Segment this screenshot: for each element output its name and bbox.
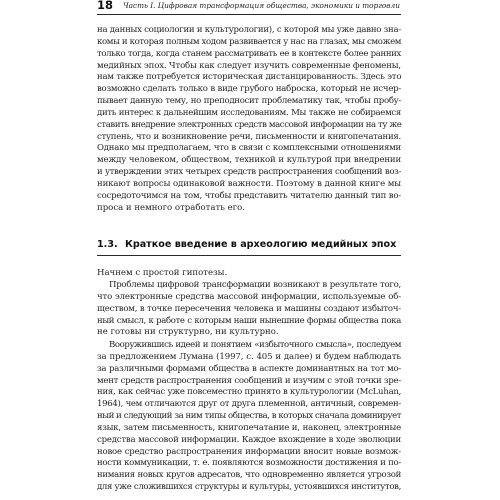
text-line: ставить внедрение электронных средств массовой информации на ту же [97,119,402,130]
running-title: Часть I. Цифровая трансформация общества, экономики и торговли [123,1,400,10]
paragraph-hypothesis [97,280,401,339]
text-line: средства массовой информации. Каждое вхождение в ходе эволюции [97,434,401,445]
text-line: сосредоточимся на том, чтобы представить читателю данный тип во- [97,190,401,201]
text-line: медийных эпох. Чтобы как следует изучить современные феномены, [97,60,401,71]
text-line: мент средств распространения сообщений и изучим с этой точки зре- [97,375,401,386]
text-line: Проблемы цифровой трансформации возникают в результате того, [109,280,401,290]
page-number: 18 [97,0,114,12]
text-line: для уже сложившихся структуры и культуры, устоявшихся институтов, [97,482,401,493]
text-line: ния, как сейчас уже повсеместно принято в культурологии (McLuhan, [97,387,402,398]
paragraph-hypothesis-intro [97,268,401,280]
text-line: Однако мы предполагаем, что в связи с комплексными отношениями [97,143,401,154]
text-line: ный смысл, к работе с которым наши нынешние формы общества пока [97,315,401,326]
text-line: за различными формами общества в аспекте доминантных на тот мо- [97,363,401,374]
text-line: только тогда, когда станем рассматривать ее в контексте более ранних [97,48,401,59]
text-line: дить интерес к дальнейшим исследованиям. Мы также не собираемся [97,107,401,118]
text-line: комы и которая полным ходом развивается у нас на глазах, мы сможем [97,36,402,47]
text-line: язык, затем письменность, книгопечатание и, наконец, электронные [97,422,401,433]
text-line: ществом, в точке пересечения человека и машины создают избыточ- [97,303,401,314]
text-line: ный и следующий за ним типы общества, в которых сначала доминирует [97,411,401,422]
text-line: Вооружившись идеей и понятием «избыточного смысла», последуем [109,340,401,350]
text-line: ступень, что и возникновение речи, письменности и книгопечатания. [97,131,401,142]
text-line: проса и немного отработать его. [97,202,245,213]
text-line: Начнем с простой гипотезы. [97,268,228,278]
paragraph-intro [97,25,401,215]
text-line: за предложением Лумана (1997, с. 405 и далее) и будем наблюдать [97,351,401,362]
text-line: на данных социологии и культурологии), с которой мы уже давно зна- [97,25,401,35]
text-line: не готовы ни структурно, ни культурно. [97,327,279,338]
text-line: и утверждении этих четырех средств распространения сообщений воз- [97,167,401,178]
section-title: Краткое введение в археологию медийных эпох [125,239,397,250]
section-number: 1.3. [97,239,118,250]
text-line: возможно сделать только в виде грубого наброска, который не исчер- [97,84,401,95]
text-line: нам также потребуется историческая дистанцированность. Здесь это [97,72,402,83]
text-line: никают вопросы одинаковой важности. Поэтому в данной книге мы [97,178,401,189]
text-line: 1964), чем отличаются друг от друга племенной, античный, современ- [97,399,401,410]
section-heading [97,237,401,256]
paragraph-luhmann [97,340,401,494]
text-line: нимания новых кругов адресатов, что одновременно является угрозой [97,470,401,481]
text-line: новое средство распространения информации вносит новые возмож- [97,446,401,457]
text-line: что электронные средства массовой информации, используемые об- [97,291,401,302]
text-line: ности коммуникации, т. е. появляются возможности достижения и по- [97,458,401,469]
text-line: пывает данную тему, но преподносит проблематику так, чтобы пробу- [97,96,401,107]
running-header [97,0,401,15]
text-line: между человеком, обществом, техникой и культурой при внедрении [97,155,401,166]
